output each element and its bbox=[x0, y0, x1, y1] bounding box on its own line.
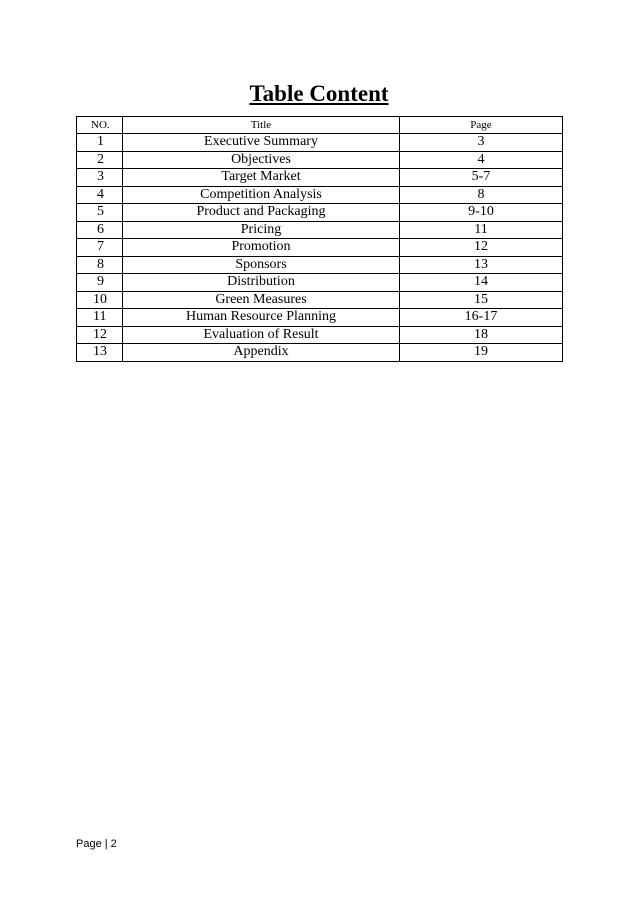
row-page: 15 bbox=[400, 291, 563, 309]
row-number: 7 bbox=[77, 239, 123, 257]
row-number: 5 bbox=[77, 204, 123, 222]
row-page: 18 bbox=[400, 326, 563, 344]
row-title: Appendix bbox=[123, 344, 400, 362]
header-page: Page bbox=[400, 117, 563, 134]
row-page: 9-10 bbox=[400, 204, 563, 222]
row-title: Pricing bbox=[123, 221, 400, 239]
table-header-row bbox=[77, 117, 563, 134]
row-page: 14 bbox=[400, 274, 563, 292]
table-row bbox=[77, 134, 563, 152]
header-title: Title bbox=[123, 117, 400, 134]
row-page: 13 bbox=[400, 256, 563, 274]
row-number: 2 bbox=[77, 151, 123, 169]
table-row bbox=[77, 239, 563, 257]
row-number: 6 bbox=[77, 221, 123, 239]
row-title: Evaluation of Result bbox=[123, 326, 400, 344]
row-title: Objectives bbox=[123, 151, 400, 169]
row-number: 13 bbox=[77, 344, 123, 362]
row-number: 1 bbox=[77, 134, 123, 152]
row-title: Sponsors bbox=[123, 256, 400, 274]
table-row bbox=[77, 151, 563, 169]
table-row bbox=[77, 309, 563, 327]
row-page: 4 bbox=[400, 151, 563, 169]
row-title: Human Resource Planning bbox=[123, 309, 400, 327]
table-row bbox=[77, 274, 563, 292]
row-page: 8 bbox=[400, 186, 563, 204]
table-row bbox=[77, 291, 563, 309]
row-number: 4 bbox=[77, 186, 123, 204]
table-row bbox=[77, 169, 563, 187]
row-number: 12 bbox=[77, 326, 123, 344]
row-page: 3 bbox=[400, 134, 563, 152]
row-title: Target Market bbox=[123, 169, 400, 187]
header-no: NO. bbox=[77, 117, 123, 134]
table-row bbox=[77, 204, 563, 222]
table-row bbox=[77, 186, 563, 204]
row-title: Executive Summary bbox=[123, 134, 400, 152]
table-row bbox=[77, 344, 563, 362]
page-footer: Page | 2 bbox=[76, 838, 117, 850]
row-page: 19 bbox=[400, 344, 563, 362]
table-of-contents bbox=[76, 116, 563, 362]
row-title: Promotion bbox=[123, 239, 400, 257]
row-number: 9 bbox=[77, 274, 123, 292]
row-page: 12 bbox=[400, 239, 563, 257]
row-title: Competition Analysis bbox=[123, 186, 400, 204]
row-number: 3 bbox=[77, 169, 123, 187]
row-number: 10 bbox=[77, 291, 123, 309]
row-page: 11 bbox=[400, 221, 563, 239]
table-row bbox=[77, 221, 563, 239]
row-page: 16-17 bbox=[400, 309, 563, 327]
table-row bbox=[77, 326, 563, 344]
row-title: Distribution bbox=[123, 274, 400, 292]
row-title: Product and Packaging bbox=[123, 204, 400, 222]
row-page: 5-7 bbox=[400, 169, 563, 187]
row-number: 8 bbox=[77, 256, 123, 274]
row-title: Green Measures bbox=[123, 291, 400, 309]
row-number: 11 bbox=[77, 309, 123, 327]
table-row bbox=[77, 256, 563, 274]
page-title: Table Content bbox=[249, 81, 389, 106]
